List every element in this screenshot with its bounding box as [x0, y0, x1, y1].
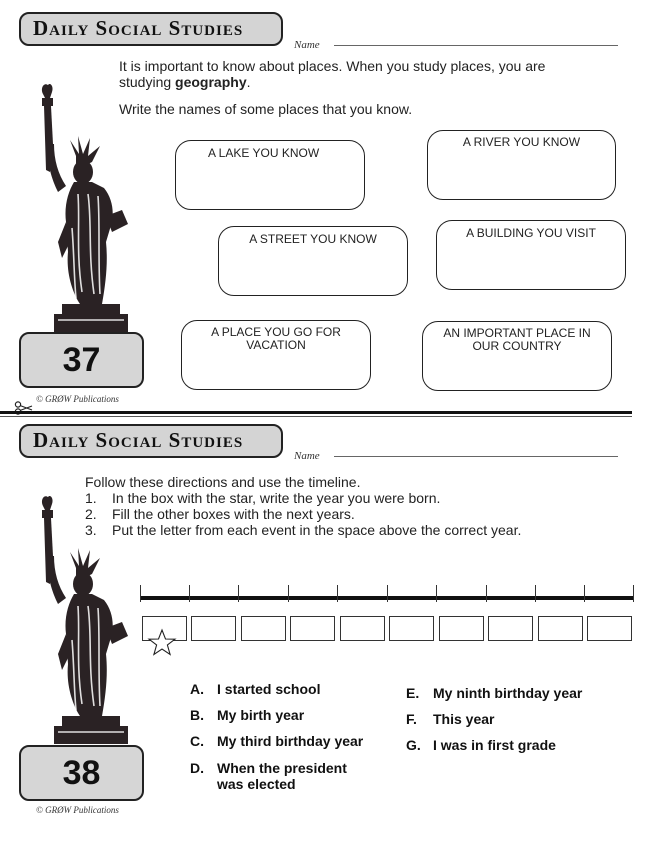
timeline-tick: [189, 585, 190, 602]
answer-box-building[interactable]: [436, 220, 626, 290]
name-label: Name: [294, 450, 320, 462]
box-label: A STREET YOU KNOW: [249, 232, 377, 246]
box-label: A PLACE YOU GO FOR VACATION: [211, 325, 341, 352]
timeline-tick: [535, 585, 536, 602]
title-banner: [19, 12, 283, 46]
statue-of-liberty-icon: [28, 82, 140, 332]
direction-item: 3. Put the letter from each event in the space above the correct year.: [85, 522, 522, 538]
box-label: AN IMPORTANT PLACE IN OUR COUNTRY: [443, 326, 591, 353]
timeline-tick: [486, 585, 487, 602]
directions-intro: Follow these directions and use the timeline.: [85, 474, 361, 490]
cut-line: [0, 411, 632, 414]
box-label: A LAKE YOU KNOW: [208, 146, 320, 160]
direction-item: 2. Fill the other boxes with the next years.: [85, 506, 355, 522]
star-icon: [147, 628, 177, 658]
event-item: F. This year: [406, 711, 495, 727]
year-box[interactable]: [191, 616, 236, 641]
timeline-tick: [633, 585, 634, 602]
year-box[interactable]: [488, 616, 533, 641]
box-label: A BUILDING YOU VISIT: [466, 226, 596, 240]
title-banner: [19, 424, 283, 458]
timeline-tick: [288, 585, 289, 602]
answer-box-river[interactable]: [427, 130, 616, 200]
answer-box-street[interactable]: [218, 226, 408, 296]
direction-item: 1. In the box with the star, write the year you were born.: [85, 490, 441, 506]
timeline-tick: [584, 585, 585, 602]
page-number: 38: [19, 745, 144, 801]
year-box[interactable]: [538, 616, 583, 641]
page-title: Daily Social Studies: [33, 428, 244, 452]
copyright: © GRØW Publications: [36, 394, 119, 404]
name-line[interactable]: [334, 45, 618, 46]
event-item: D. When the president was elected: [190, 760, 347, 792]
page-title: Daily Social Studies: [33, 16, 244, 40]
cut-line-thin: [0, 416, 632, 417]
year-box[interactable]: [340, 616, 385, 641]
page-number: 37: [19, 332, 144, 388]
year-box[interactable]: [439, 616, 484, 641]
name-label: Name: [294, 39, 320, 51]
timeline-tick: [238, 585, 239, 602]
timeline-tick: [436, 585, 437, 602]
event-item: G. I was in first grade: [406, 737, 556, 753]
event-item: E. My ninth birthday year: [406, 685, 583, 701]
year-box[interactable]: [389, 616, 434, 641]
timeline-tick: [387, 585, 388, 602]
intro-paragraph: It is important to know about places. When you study places, you are studying geography.: [119, 58, 546, 90]
name-line[interactable]: [334, 456, 618, 457]
year-box[interactable]: [290, 616, 335, 641]
event-item: C. My third birthday year: [190, 733, 364, 749]
answer-box-vacation[interactable]: [181, 320, 371, 390]
box-label: A RIVER YOU KNOW: [462, 135, 581, 149]
year-box[interactable]: [241, 616, 286, 641]
answer-box-important-place[interactable]: [422, 321, 612, 391]
geography-term: geography: [175, 74, 247, 90]
timeline-tick: [337, 585, 338, 602]
event-item: B. My birth year: [190, 707, 305, 723]
event-item: A. I started school: [190, 681, 321, 697]
copyright: © GRØW Publications: [36, 805, 119, 815]
timeline-tick: [140, 585, 141, 602]
year-box[interactable]: [587, 616, 632, 641]
instruction-text: Write the names of some places that you know.: [119, 101, 413, 117]
answer-box-lake[interactable]: [175, 140, 365, 210]
